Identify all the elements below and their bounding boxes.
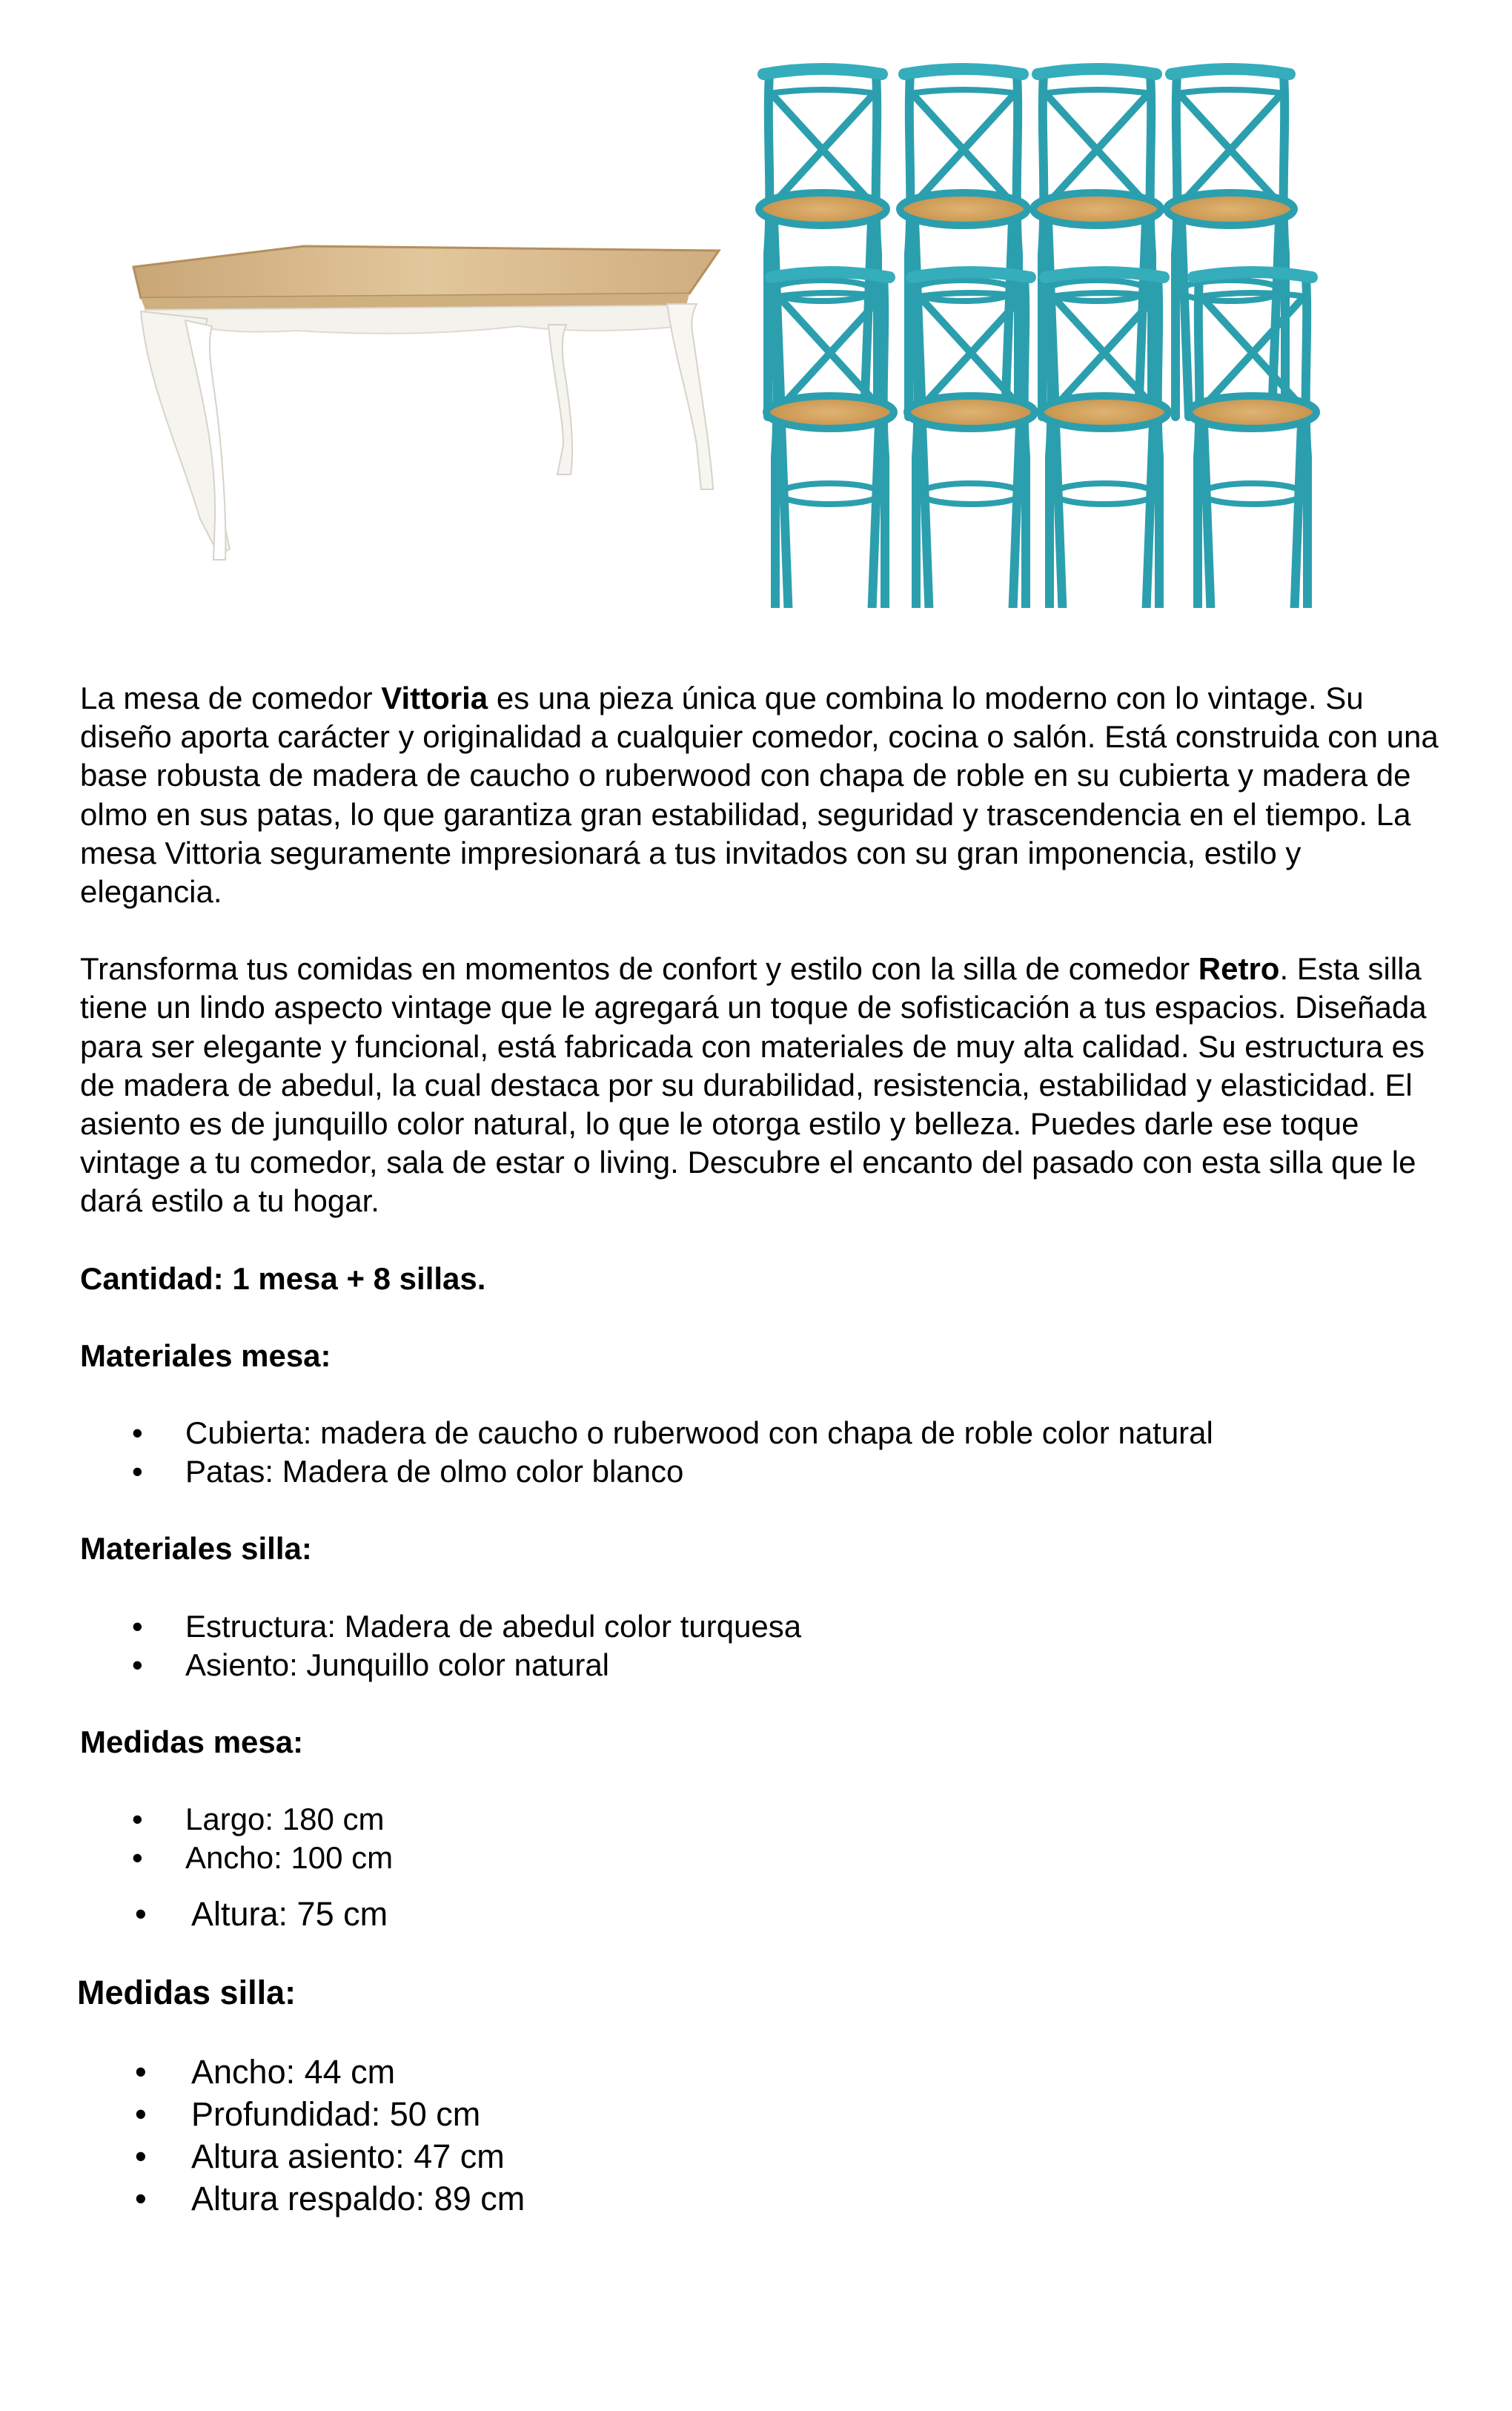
measures-chair-list <box>80 2051 1444 2220</box>
chairs-illustration <box>759 69 1316 608</box>
product-photo <box>0 0 1512 608</box>
measures-table-heading: Medidas mesa: <box>80 1724 304 1760</box>
materials-chair-heading: Materiales silla: <box>80 1531 312 1567</box>
materials-table-list <box>80 1414 1444 1491</box>
list-item: • Altura asiento: 47 cm <box>80 2135 1444 2177</box>
list-item: • Profundidad: 50 cm <box>80 2093 1444 2135</box>
list-item: • Altura respaldo: 89 cm <box>80 2177 1444 2220</box>
table-illustration <box>133 246 719 560</box>
list-item: • Ancho: 100 cm <box>80 1839 1444 1877</box>
list-item: • Estructura: Madera de abedul color turquesa <box>80 1607 1444 1646</box>
materials-chair-list <box>80 1607 1444 1684</box>
chair-name: Retro <box>1198 951 1280 987</box>
measures-table-extra-list <box>80 1893 1444 1935</box>
list-item: • Largo: 180 cm <box>80 1800 1444 1839</box>
list-item: • Ancho: 44 cm <box>80 2051 1444 2093</box>
materials-table-heading: Materiales mesa: <box>80 1337 331 1373</box>
list-item: • Patas: Madera de olmo color blanco <box>80 1452 1444 1491</box>
product-description <box>77 679 1444 2258</box>
chair-description: Transforma tus comidas en momentos de confort y estilo con la silla de comedor Retro. Esta silla tiene un lindo aspecto vintage que le agregará un toque de sofisticación a tus espacios. Diseñada para ser elegante y funcional, está fabricada con materiales de muy alta calidad. Su estructura es de madera de abedul, la cual destaca por su durabilidad, resistencia, estabilidad y elasticidad. El asiento es de junquillo color natural, lo que le otorga estilo y belleza. Puedes darle ese toque vintage a tu comedor, sala de estar o living. Descubre el encanto del pasado con esta silla que le dará estilo a tu hogar. <box>80 951 1427 1219</box>
list-item: • Cubierta: madera de caucho o ruberwood con chapa de roble color natural <box>80 1414 1444 1452</box>
quantity-heading: Cantidad: 1 mesa + 8 sillas. <box>80 1260 486 1296</box>
measures-chair-heading: Medidas silla: <box>77 1973 296 2011</box>
table-name: Vittoria <box>381 681 488 715</box>
table-description: La mesa de comedor Vittoria es una pieza única que combina lo moderno con lo vintage. Su diseño aporta carácter y originalidad a cualquier comedor, cocina o salón. Está construida con una base robusta de madera de caucho o ruberwood con chapa de roble en su cubierta y madera de olmo en sus patas, lo que garantiza gran estabilidad, seguridad y trascendencia en el tiempo. La mesa Vittoria seguramente impresionará a tus invitados con su gran imponencia, estilo y elegancia. <box>80 681 1439 910</box>
list-item: • Altura: 75 cm <box>80 1893 1444 1935</box>
measures-table-list <box>80 1800 1444 1877</box>
list-item: • Asiento: Junquillo color natural <box>80 1646 1444 1684</box>
